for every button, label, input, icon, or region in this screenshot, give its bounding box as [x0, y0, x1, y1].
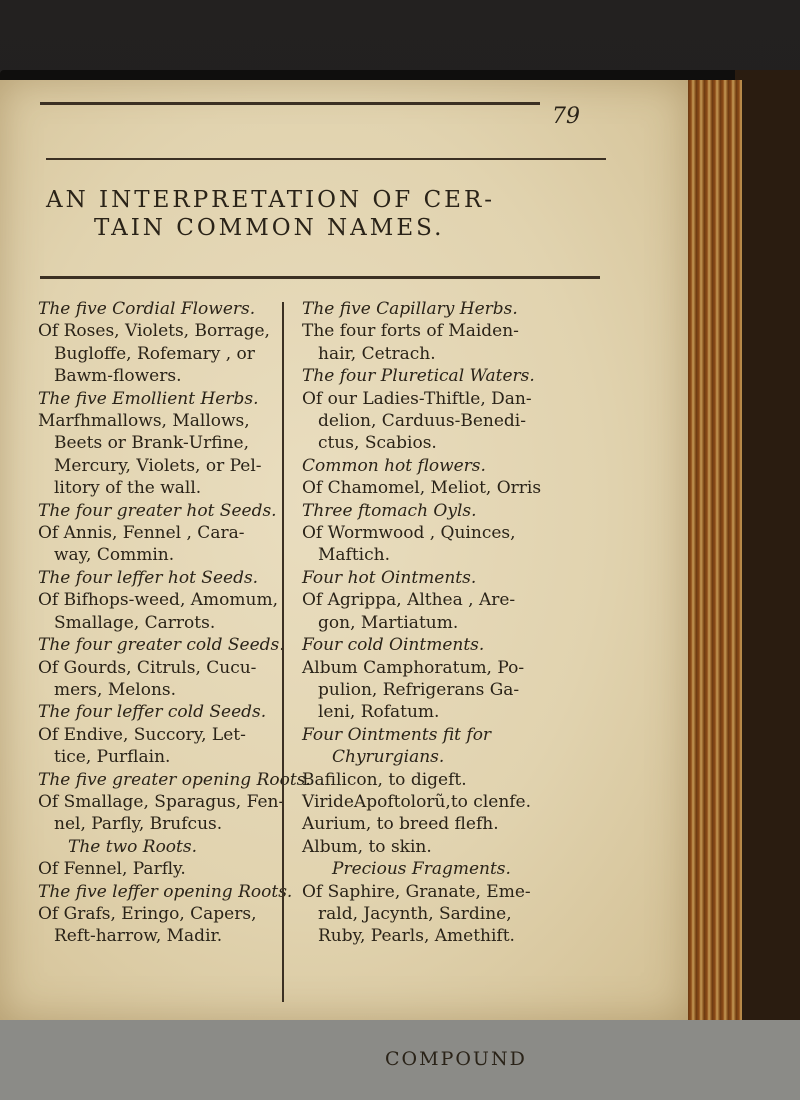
page-title — [46, 186, 606, 242]
section-heading: The five Emollient Herbs. — [38, 388, 259, 409]
text-line: Beets or Brank-Urfine, — [54, 433, 249, 454]
section-heading: The four greater cold Seeds. — [38, 635, 285, 656]
page-number: 79 — [552, 104, 580, 129]
section-heading: The five greater opening Roots. — [38, 769, 311, 790]
text-line: Of Agrippa, Althea , Are- — [302, 590, 516, 611]
section-heading: The four Pluretical Waters. — [302, 366, 535, 387]
text-line: rald, Jacynth, Sardine, — [318, 903, 512, 924]
text-line: Of Fennel, Parfly. — [38, 859, 186, 880]
section-heading: Chyrurgians. — [332, 747, 445, 768]
text-line: Of Roses, Violets, Borrage, — [38, 321, 270, 342]
text-line: mers, Melons. — [54, 679, 177, 700]
text-line: Of Saphire, Granate, Eme- — [302, 881, 531, 902]
text-line: pulion, Refrigerans Ga- — [318, 679, 520, 700]
text-line: Smallage, Carrots. — [54, 612, 216, 633]
left-column — [38, 298, 311, 948]
section-heading: The four leffer hot Seeds. — [38, 567, 259, 588]
section-heading: Four Ointments fit for — [302, 724, 492, 745]
text-line: Of Grafs, Eringo, Capers, — [38, 903, 257, 924]
column-divider — [282, 302, 284, 1002]
text-line: way, Commin. — [54, 545, 175, 566]
section-heading: The five Capillary Herbs. — [302, 299, 518, 319]
text-line: Of Bifhops-weed, Amomum, — [38, 590, 278, 611]
title-line-1: AN INTERPRETATION OF CER- — [46, 187, 496, 213]
text-line: Bafilicon, to digeft. — [302, 769, 467, 790]
text-line: The four forts of Maiden- — [302, 321, 519, 342]
section-heading: Common hot flowers. — [302, 455, 486, 476]
text-line: litory of the wall. — [54, 478, 202, 499]
text-line: Album Camphoratum, Po- — [302, 657, 525, 678]
text-line: Ruby, Pearls, Amethift. — [318, 926, 515, 947]
header-rule-bottom — [46, 158, 606, 160]
text-line: hair, Cetrach. — [318, 343, 436, 364]
text-line: Of Annis, Fennel , Cara- — [38, 523, 245, 544]
text-line: Maftich. — [318, 545, 390, 566]
text-line: Reft-harrow, Madir. — [54, 926, 223, 947]
text-line: Of Smallage, Sparagus, Fen- — [38, 791, 285, 812]
section-heading: Three ftomach Oyls. — [302, 500, 477, 521]
section-heading: Four hot Ointments. — [302, 567, 477, 588]
title-line-2: TAIN COMMON NAMES. — [94, 215, 445, 241]
section-heading: The five Cordial Flowers. — [38, 299, 256, 319]
text-line: Bugloffe, Rofemary , or — [54, 343, 255, 364]
text-line: leni, Rofatum. — [318, 702, 440, 723]
section-heading: The two Roots. — [68, 836, 198, 857]
catchword: COMPOUND — [385, 1048, 527, 1070]
header-rule-top — [40, 102, 540, 105]
text-line: delion, Carduus-Benedi- — [318, 411, 526, 432]
book-page — [0, 80, 688, 1070]
text-line: Of Wormwood , Quinces, — [302, 523, 516, 544]
text-line: Album, to skin. — [302, 836, 432, 857]
title-rule — [40, 276, 600, 279]
text-line: ctus, Scabios. — [318, 433, 437, 454]
text-line: VirideApoftolorũ,to clenfe. — [302, 791, 532, 812]
text-line: Mercury, Violets, or Pel- — [54, 455, 262, 476]
section-heading: The four greater hot Seeds. — [38, 500, 277, 521]
text-line: Marfhmallows, Mallows, — [38, 411, 250, 432]
book-spine — [735, 70, 800, 1040]
section-heading: Precious Fragments. — [332, 859, 511, 880]
section-heading: The four leffer cold Seeds. — [38, 702, 267, 723]
text-line: Bawm-flowers. — [54, 366, 182, 387]
text-line: Of our Ladies-Thiftle, Dan- — [302, 388, 532, 409]
text-line: gon, Martiatum. — [318, 612, 459, 633]
text-line: Of Endive, Succory, Let- — [38, 724, 246, 745]
text-line: tice, Purflain. — [54, 747, 171, 768]
right-column — [302, 298, 564, 948]
text-line: Aurium, to breed flefh. — [302, 814, 499, 835]
text-line: Of Chamomel, Meliot, Orris — [302, 478, 542, 499]
section-heading: Four cold Ointments. — [302, 635, 485, 656]
text-line: nel, Parfly, Brufcus. — [54, 814, 223, 835]
text-line: Of Gourds, Citruls, Cucu- — [38, 657, 257, 678]
section-heading: The five leffer opening Roots. — [38, 881, 293, 902]
